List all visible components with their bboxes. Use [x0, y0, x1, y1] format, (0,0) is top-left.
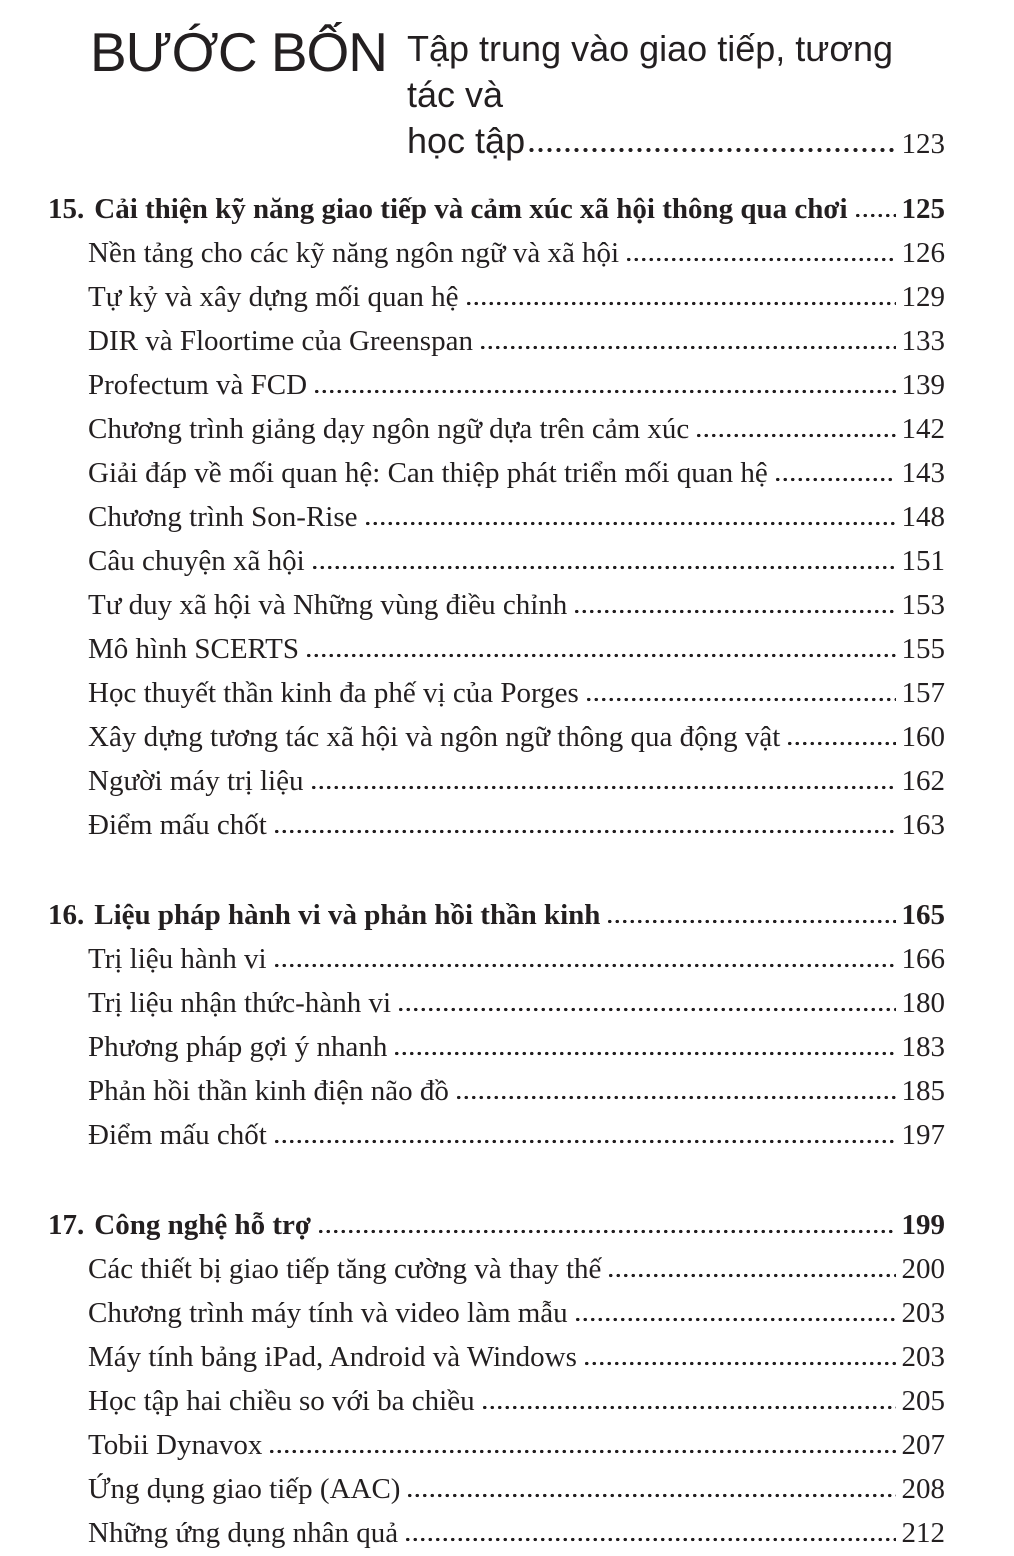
- toc-entry-row: [48, 1335, 945, 1379]
- page-number: 180: [901, 987, 945, 1019]
- toc-entry-row: [48, 1069, 945, 1113]
- page-number: 139: [901, 369, 945, 401]
- entry-title: Phản hồi thần kinh điện não đồ: [88, 1075, 449, 1107]
- toc-entry-row: [48, 495, 945, 539]
- page-number: 133: [901, 325, 945, 357]
- entry-title: Phương pháp gợi ý nhanh: [88, 1031, 388, 1063]
- toc-entry-row: [48, 539, 945, 583]
- dot-leader: [479, 345, 896, 350]
- entry-title: Ứng dụng giao tiếp (AAC): [88, 1473, 401, 1505]
- section-title: Liệu pháp hành vi và phản hồi thần kinh: [94, 899, 601, 931]
- toc-entry-row: [48, 1025, 945, 1069]
- page-number: 183: [901, 1031, 945, 1063]
- page-number: 203: [901, 1297, 945, 1329]
- toc-entry-row: [48, 803, 945, 847]
- entry-title: Trị liệu hành vi: [88, 943, 267, 975]
- page-number: 197: [901, 1119, 945, 1151]
- toc-heading-row: [48, 187, 945, 231]
- toc-entry-row: [48, 363, 945, 407]
- entry-title: Trị liệu nhận thức-hành vi: [88, 987, 391, 1019]
- page-number: 207: [901, 1429, 945, 1461]
- toc-entry-row: [48, 407, 945, 451]
- dot-leader: [695, 433, 895, 438]
- dot-leader: [273, 1139, 896, 1144]
- dot-leader: [406, 1493, 895, 1498]
- toc-entry-row: [48, 627, 945, 671]
- entry-title: Tư duy xã hội và Những vùng điều chỉnh: [88, 589, 568, 621]
- page-number: 142: [901, 413, 945, 445]
- toc-entry-row: [48, 451, 945, 495]
- dot-leader: [854, 213, 896, 218]
- toc-heading-row: [48, 1203, 945, 1247]
- dot-leader: [404, 1537, 895, 1542]
- toc-entry-row: [48, 1511, 945, 1555]
- entry-title: DIR và Floortime của Greenspan: [88, 325, 473, 357]
- toc-section: [48, 1203, 945, 1555]
- toc-entry-row: [48, 583, 945, 627]
- page-number: 199: [901, 1209, 945, 1241]
- toc-section: [48, 187, 945, 847]
- toc-section: [48, 893, 945, 1157]
- toc-entry-row: [48, 1379, 945, 1423]
- dot-leader: [364, 521, 896, 526]
- section-number: 16.: [48, 899, 85, 931]
- page-number: 200: [901, 1253, 945, 1285]
- entry-title: Điểm mấu chốt: [88, 1119, 267, 1151]
- toc-entry-row: [48, 319, 945, 363]
- dot-leader: [607, 1273, 895, 1278]
- dot-leader: [455, 1095, 896, 1100]
- page-number: 205: [901, 1385, 945, 1417]
- toc: [48, 187, 945, 1555]
- dot-leader: [585, 697, 896, 702]
- step-subtitle-line1: Tập trung vào giao tiếp, tương tác và: [407, 28, 893, 115]
- entry-title: Chương trình máy tính và video làm mẫu: [88, 1297, 568, 1329]
- toc-entry-row: [48, 981, 945, 1025]
- page-number: 126: [901, 237, 945, 269]
- page-number: 162: [901, 765, 945, 797]
- entry-title: Profectum và FCD: [88, 369, 308, 401]
- section-number: 17.: [48, 1209, 85, 1241]
- toc-entry-row: [48, 715, 945, 759]
- dot-leader: [465, 301, 896, 306]
- step-subtitle: [407, 14, 945, 167]
- page-number: 165: [901, 899, 945, 931]
- dot-leader: [268, 1449, 895, 1454]
- entry-title: Học tập hai chiều so với ba chiều: [88, 1385, 475, 1417]
- dot-leader: [481, 1405, 896, 1410]
- toc-entry-row: [48, 231, 945, 275]
- step-subtitle-line2-text: học tập: [407, 120, 526, 161]
- page-number: 151: [901, 545, 945, 577]
- toc-entry-row: [48, 671, 945, 715]
- toc-heading-row: [48, 893, 945, 937]
- dot-leader: [273, 829, 896, 834]
- dot-leader: [573, 609, 895, 614]
- dot-leader: [786, 741, 895, 746]
- entry-title: Những ứng dụng nhân quả: [88, 1517, 399, 1549]
- dot-leader: [574, 1317, 896, 1322]
- toc-entry-row: [48, 1467, 945, 1511]
- page-number: 203: [901, 1341, 945, 1373]
- page-number: 153: [901, 589, 945, 621]
- entry-title: Mô hình SCERTS: [88, 633, 299, 665]
- page-number: 129: [901, 281, 945, 313]
- entry-title: Nền tảng cho các kỹ năng ngôn ngữ và xã hội: [88, 237, 620, 269]
- dot-leader: [305, 653, 896, 658]
- page-number: 123: [901, 128, 945, 160]
- toc-entry-row: [48, 1291, 945, 1335]
- toc-entry-row: [48, 275, 945, 319]
- entry-title: Chương trình Son-Rise: [88, 501, 358, 533]
- dot-leader: [317, 1229, 896, 1234]
- entry-title: Điểm mấu chốt: [88, 809, 267, 841]
- dot-leader: [774, 477, 896, 482]
- entry-title: Chương trình giảng dạy ngôn ngữ dựa trên cảm xúc: [88, 413, 690, 445]
- step-subtitle-line2: [407, 118, 945, 167]
- section-title: Cải thiện kỹ năng giao tiếp và cảm xúc xã hội thông qua chơi: [94, 193, 848, 225]
- page-number: 125: [901, 193, 945, 225]
- dot-leader: [397, 1007, 896, 1012]
- toc-entry-row: [48, 937, 945, 981]
- dot-leader: [273, 963, 896, 968]
- entry-title: Tobii Dynavox: [88, 1429, 263, 1461]
- page-number: 143: [901, 457, 945, 489]
- dot-leader: [606, 919, 895, 924]
- section-number: 15.: [48, 193, 85, 225]
- dot-leader: [311, 565, 896, 570]
- entry-title: Học thuyết thần kinh đa phế vị của Porges: [88, 677, 579, 709]
- page-number: 148: [901, 501, 945, 533]
- entry-title: Câu chuyện xã hội: [88, 545, 305, 577]
- page-number: 185: [901, 1075, 945, 1107]
- dot-leader: [583, 1361, 896, 1366]
- entry-title: Giải đáp về mối quan hệ: Can thiệp phát triển mối quan hệ: [88, 457, 768, 489]
- dot-leader: [310, 785, 896, 790]
- entry-title: Người máy trị liệu: [88, 765, 304, 797]
- dot-leader: [527, 147, 893, 153]
- entry-title: Máy tính bảng iPad, Android và Windows: [88, 1341, 577, 1373]
- entry-title: Tự kỷ và xây dựng mối quan hệ: [88, 281, 459, 313]
- dot-leader: [625, 257, 895, 262]
- page-number: 212: [901, 1517, 945, 1549]
- step-title: BƯỚC BỐN: [90, 21, 387, 83]
- dot-leader: [313, 389, 895, 394]
- toc-entry-row: [48, 1423, 945, 1467]
- page-number: 157: [901, 677, 945, 709]
- page-number: 166: [901, 943, 945, 975]
- page-number: 160: [901, 721, 945, 753]
- toc-entry-row: [48, 1247, 945, 1291]
- page-number: 208: [901, 1473, 945, 1505]
- toc-entry-row: [48, 759, 945, 803]
- entry-title: Xây dựng tương tác xã hội và ngôn ngữ thông qua động vật: [88, 721, 781, 753]
- page-number: 163: [901, 809, 945, 841]
- page-number: 155: [901, 633, 945, 665]
- section-title: Công nghệ hỗ trợ: [94, 1209, 311, 1241]
- dot-leader: [393, 1051, 895, 1056]
- entry-title: Các thiết bị giao tiếp tăng cường và thay thế: [88, 1253, 602, 1285]
- chapter-header: [90, 14, 945, 167]
- toc-entry-row: [48, 1113, 945, 1157]
